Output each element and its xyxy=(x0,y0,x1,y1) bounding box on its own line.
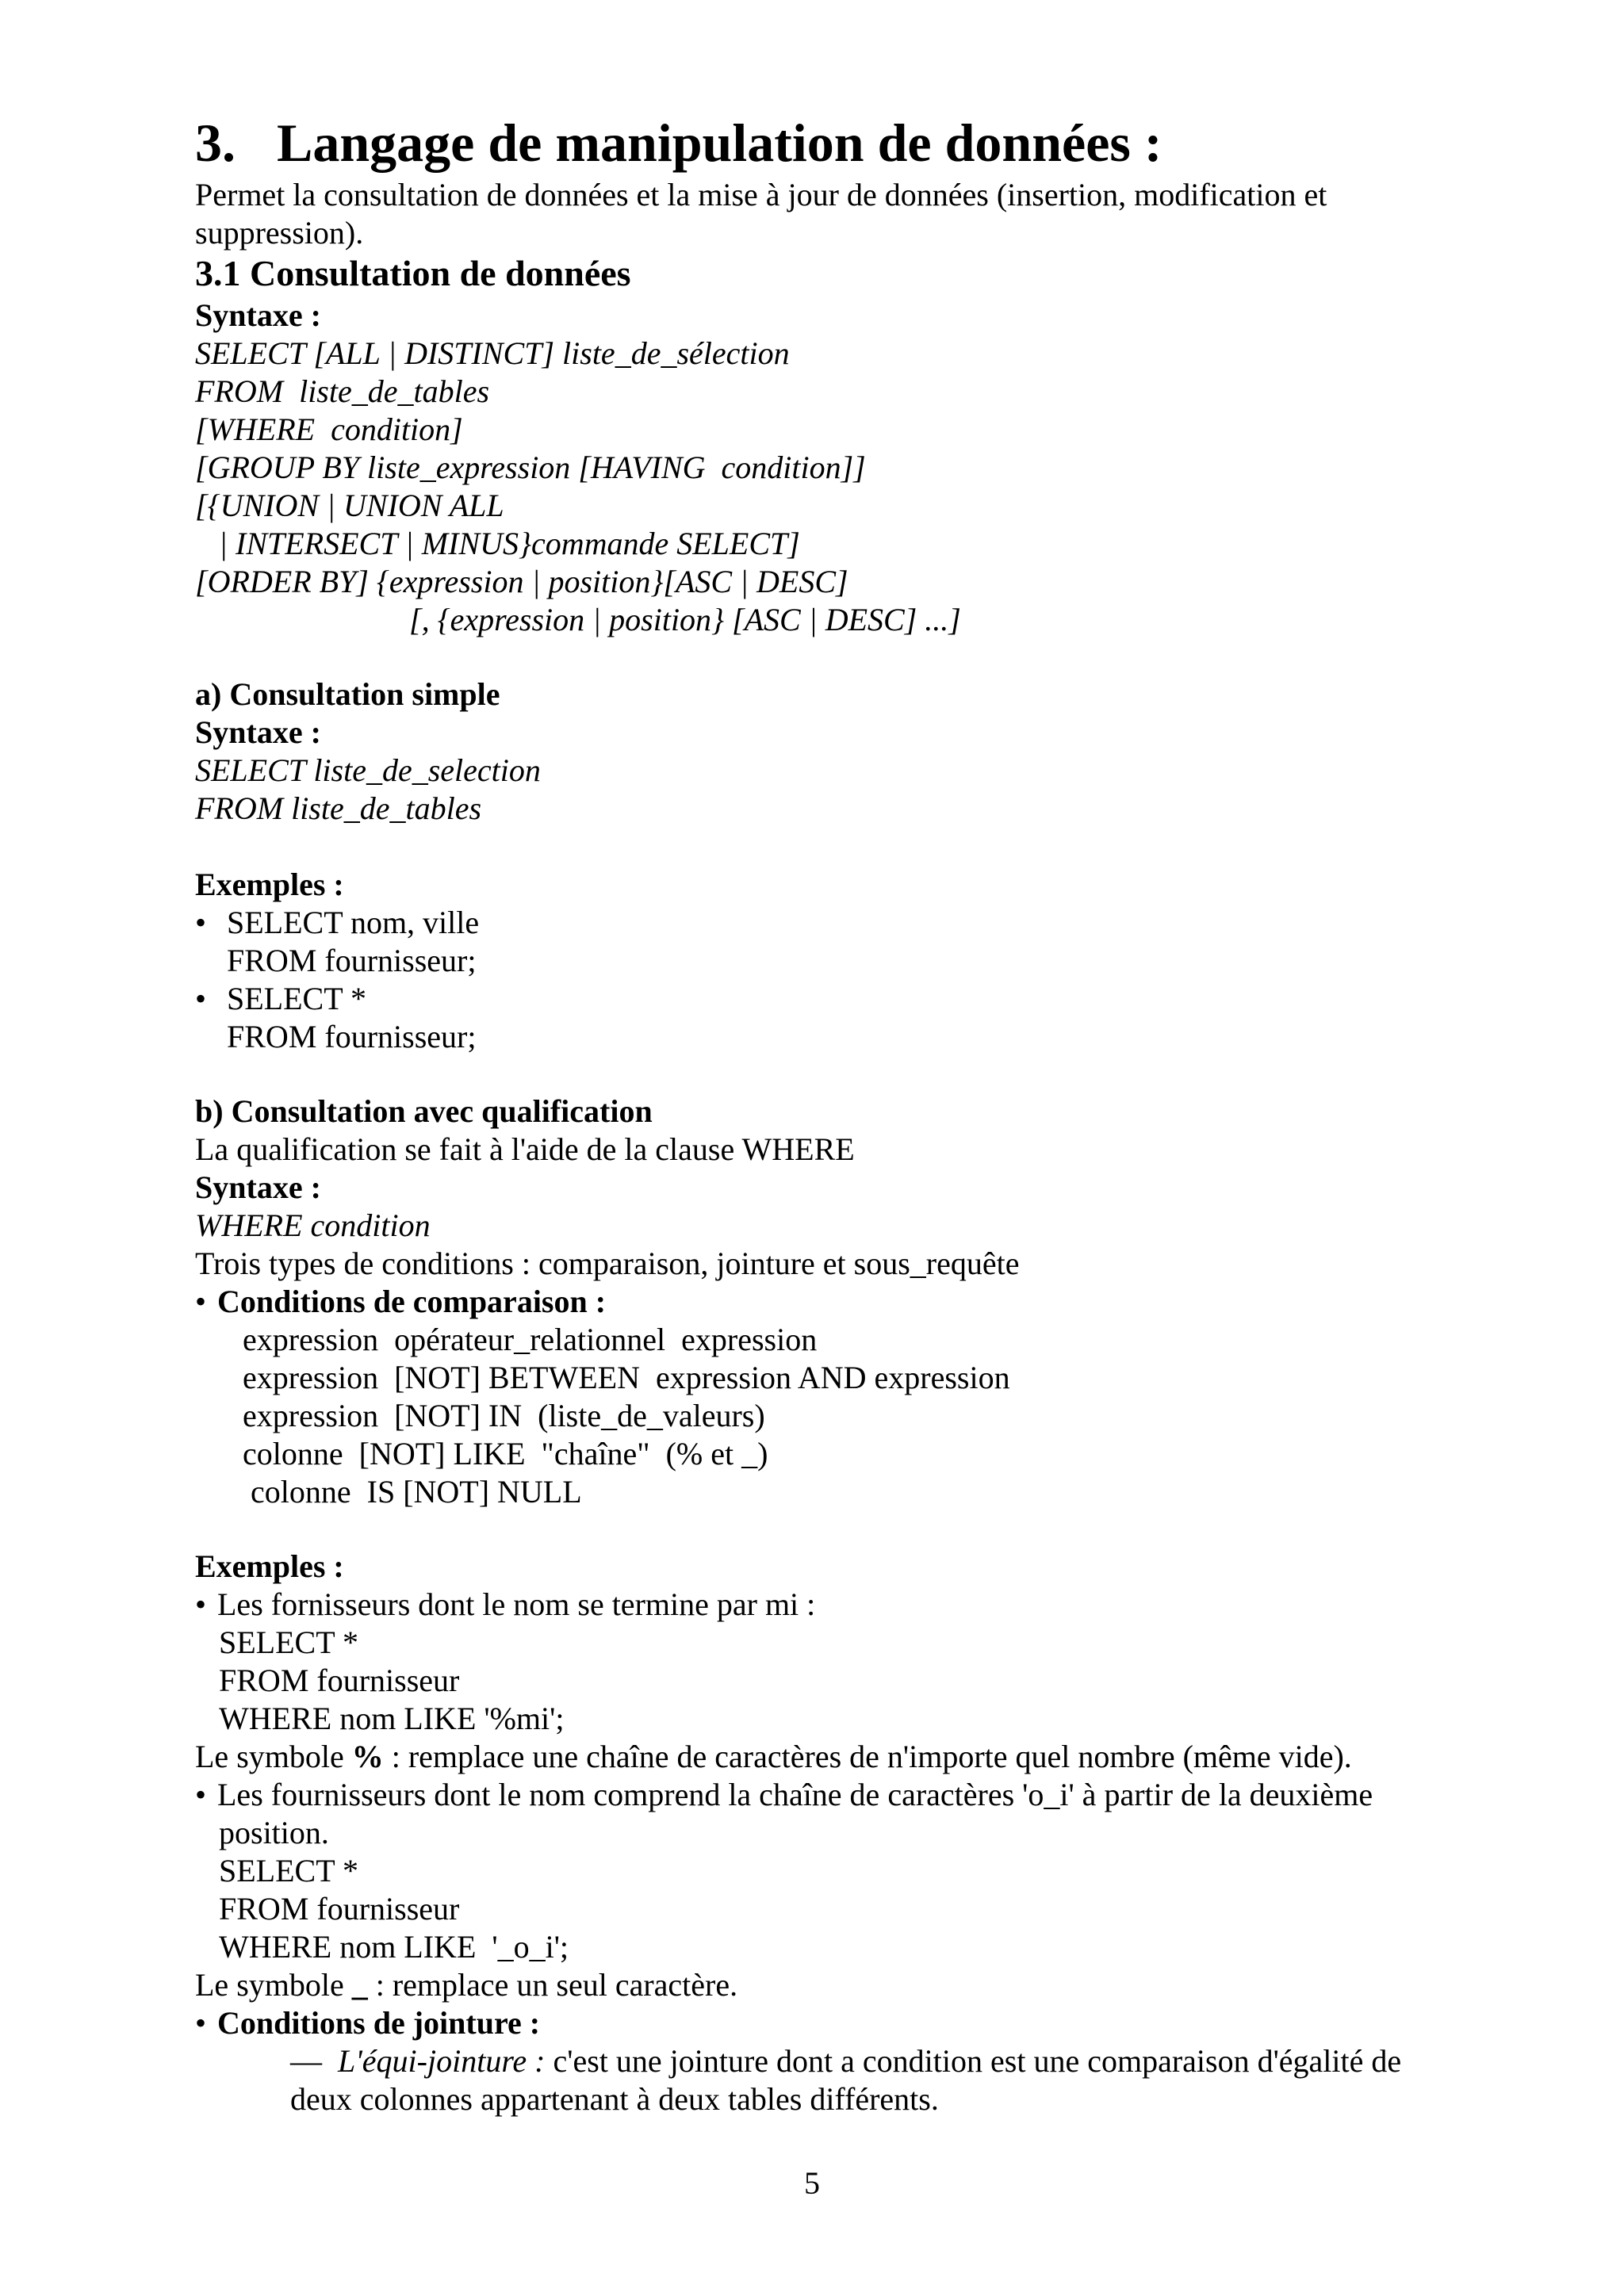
part-b-title: b) Consultation avec qualification xyxy=(195,1093,653,1129)
note-suffix: : remplace un seul caractère. xyxy=(367,1967,738,2003)
bullet-icon: • xyxy=(195,1586,207,1622)
syntax-line: SELECT liste_de_selection xyxy=(195,752,541,788)
examples-label: Exemples : xyxy=(195,1548,344,1584)
comparison-line: expression opérateur_relationnel expression xyxy=(243,1322,818,1357)
syntax-line: [, {expression | position} [ASC | DESC] ...] xyxy=(409,602,961,637)
condition-types: Trois types de conditions : comparaison, jointure et sous_requête xyxy=(195,1246,1020,1281)
syntax-line: FROM liste_de_tables xyxy=(195,790,482,826)
code-line: WHERE nom LIKE '_o_i'; xyxy=(219,1929,569,1965)
code-line: SELECT * xyxy=(219,1624,358,1660)
bullet-icon: • xyxy=(195,1284,207,1319)
underscore-note xyxy=(195,1966,737,2004)
part-a-title: a) Consultation simple xyxy=(195,676,500,712)
example-intro: Les fournisseurs dont le nom comprend la chaîne de caractères 'o_i' à partir de la deuxième xyxy=(217,1777,1373,1812)
example-intro: Les fornisseurs dont le nom se termine par mi : xyxy=(217,1586,816,1622)
note-prefix: Le symbole xyxy=(195,1739,352,1774)
equi-join-text: c'est une jointure dont a condition est une comparaison d'égalité de xyxy=(545,2043,1402,2079)
syntax-label: Syntaxe : xyxy=(195,1169,321,1205)
bullet-icon: • xyxy=(195,981,207,1016)
join-label: Conditions de jointure : xyxy=(217,2005,541,2041)
bullet-icon: • xyxy=(195,2005,207,2041)
intro-line: Permet la consultation de données et la mise à jour de données (insertion, modification et xyxy=(195,177,1327,212)
syntax-line: [GROUP BY liste_expression [HAVING condition]] xyxy=(195,450,866,485)
equi-join-term: L'équi-jointure : xyxy=(338,2043,546,2079)
syntax-line: | INTERSECT | MINUS}commande SELECT] xyxy=(219,526,800,561)
intro-line: suppression). xyxy=(195,215,364,251)
note-symbol: % xyxy=(351,1739,384,1774)
syntax-line: [WHERE condition] xyxy=(195,411,463,447)
bullet-icon: • xyxy=(195,905,207,940)
code-line: FROM fournisseur; xyxy=(227,1019,477,1054)
code-line: SELECT * xyxy=(227,981,366,1016)
code-line: FROM fournisseur xyxy=(219,1891,460,1927)
examples-label: Exemples : xyxy=(195,867,344,902)
page-number: 5 xyxy=(804,2165,820,2201)
syntax-line: FROM liste_de_tables xyxy=(195,373,490,409)
syntax-line: WHERE condition xyxy=(195,1207,431,1243)
syntax-line: [{UNION | UNION ALL xyxy=(195,488,504,523)
part-b-intro: La qualification se fait à l'aide de la clause WHERE xyxy=(195,1131,855,1167)
syntax-label: Syntaxe : xyxy=(195,297,321,333)
comparison-line: expression [NOT] BETWEEN expression AND expression xyxy=(243,1360,1010,1395)
note-prefix: Le symbole xyxy=(195,1967,352,2003)
syntax-line: SELECT [ALL | DISTINCT] liste_de_sélection xyxy=(195,335,790,371)
comparison-line: colonne [NOT] LIKE "chaîne" (% et _) xyxy=(243,1436,768,1471)
dash-icon: — xyxy=(290,2043,322,2079)
comparison-label: Conditions de comparaison : xyxy=(217,1284,607,1319)
equi-join-line xyxy=(290,2042,1401,2080)
equi-join-line: deux colonnes appartenant à deux tables différents. xyxy=(290,2081,939,2117)
note-symbol: _ xyxy=(351,1967,368,2003)
code-line: SELECT nom, ville xyxy=(227,905,480,940)
heading-title: Langage de manipulation de données : xyxy=(277,113,1162,173)
section-heading xyxy=(195,111,1162,174)
syntax-line: [ORDER BY] {expression | position}[ASC | DESC] xyxy=(195,564,848,599)
example-intro: position. xyxy=(219,1815,329,1850)
code-line: SELECT * xyxy=(219,1853,358,1888)
note-suffix: : remplace une chaîne de caractères de n'importe quel nombre (même vide). xyxy=(383,1739,1352,1774)
code-line: WHERE nom LIKE '%mi'; xyxy=(219,1701,565,1736)
percent-note xyxy=(195,1738,1352,1776)
subsection-title: 3.1 Consultation de données xyxy=(195,253,631,293)
syntax-label: Syntaxe : xyxy=(195,714,321,750)
comparison-line: expression [NOT] IN (liste_de_valeurs) xyxy=(243,1398,765,1433)
comparison-line: colonne IS [NOT] NULL xyxy=(251,1474,582,1510)
heading-number: 3. xyxy=(195,113,236,173)
bullet-icon: • xyxy=(195,1777,207,1812)
code-line: FROM fournisseur; xyxy=(227,943,477,978)
code-line: FROM fournisseur xyxy=(219,1663,460,1698)
